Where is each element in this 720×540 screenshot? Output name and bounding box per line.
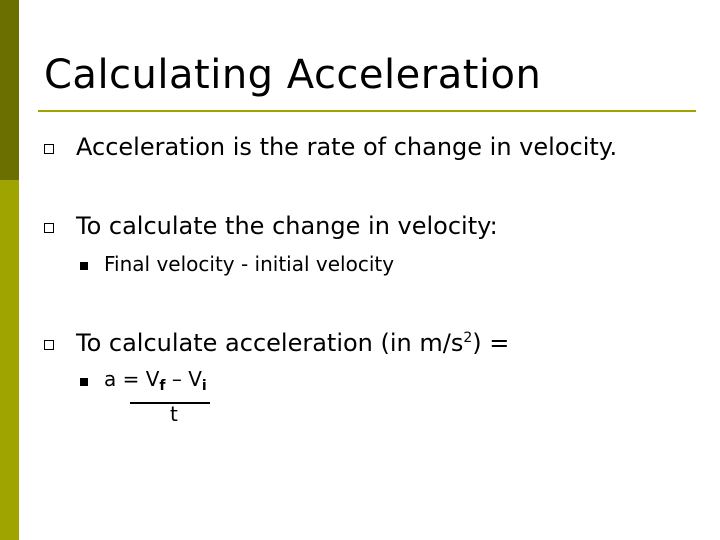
acceleration-text-after: ) = bbox=[472, 329, 510, 357]
formula-minus: – V bbox=[165, 367, 202, 391]
bullet-text-definition: Acceleration is the rate of change in velocity. bbox=[76, 133, 618, 161]
slide-title: Calculating Acceleration bbox=[44, 52, 542, 98]
accent-bar-top bbox=[0, 0, 19, 180]
subscript-i: i bbox=[201, 378, 207, 394]
exponent-superscript: 2 bbox=[463, 330, 473, 346]
formula-numerator bbox=[104, 367, 207, 394]
subscript-f: f bbox=[159, 378, 166, 394]
bullet-text-acceleration bbox=[76, 329, 509, 357]
formula-denominator: t bbox=[170, 402, 178, 426]
formula-lhs: a = V bbox=[104, 367, 160, 391]
acceleration-text-before: To calculate acceleration (in m/s bbox=[76, 329, 464, 357]
title-underline bbox=[38, 110, 696, 112]
square-bullet-icon bbox=[44, 340, 54, 350]
sub-bullet-text-velocity-diff: Final velocity - initial velocity bbox=[104, 252, 395, 276]
square-bullet-icon bbox=[44, 223, 54, 233]
filled-bullet-icon bbox=[80, 262, 88, 270]
bullet-text-change-velocity: To calculate the change in velocity: bbox=[76, 212, 498, 240]
square-bullet-icon bbox=[44, 144, 54, 154]
filled-bullet-icon bbox=[80, 378, 88, 386]
accent-bar-bottom bbox=[0, 180, 19, 540]
